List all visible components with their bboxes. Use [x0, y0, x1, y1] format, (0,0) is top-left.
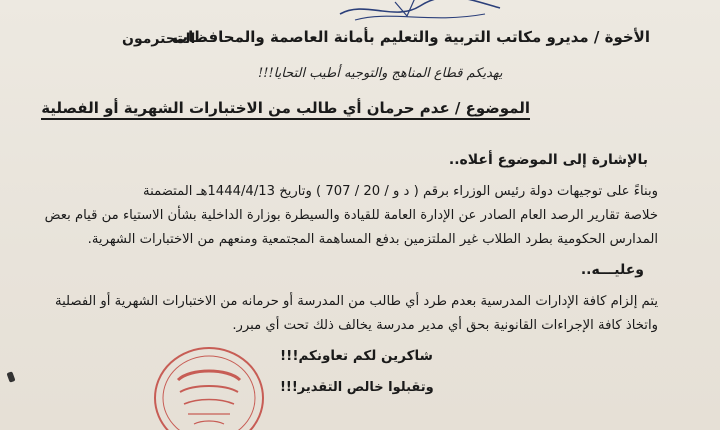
edge-mark [6, 371, 15, 382]
official-stamp [150, 340, 268, 430]
honorific: المحترمون [122, 31, 196, 47]
addressee-line: الأخوة / مديرو مكاتب التربية والتعليم بأمانة العاصمة والمحافظات [173, 28, 650, 46]
thanks-line: شاكرين لكم تعاونكم!!! [280, 348, 433, 364]
paragraph-line: المدارس الحكومية بطرد الطلاب غير الملتزمين بدفع المساهمة المجتمعية ومنعهم من الاختبارات الشهرية. [87, 232, 658, 247]
paragraph-line: خلاصة تقارير الرصد العام الصادر عن الإدارة العامة للقيادة والسيطرة بوزارة الداخلية بشأن الاستياء من قيام بعض [44, 208, 658, 223]
paragraph-directive [44, 180, 658, 252]
reference-line: بالإشارة إلى الموضوع أعلاه.. [448, 152, 648, 168]
greeting-line: يهديكم قطاع المناهج والتوجيه أطيب التحايا!!! [258, 66, 503, 81]
paragraph-line: وبناءً على توجيهات دولة رئيس الوزراء برقم ( د و / 20 / 707 ) وتاريخ 1444/4/13هـ المتضمنة [143, 184, 658, 199]
paragraph-instruction [55, 290, 658, 338]
paragraph-line: واتخاذ كافة الإجراءات القانونية بحق أي مدير مدرسة يخالف ذلك تحت أي مبرر. [232, 318, 658, 333]
and-accordingly: وعليـــه.. [580, 262, 644, 278]
closing-line: وتقبلوا خالص التقدير!!! [280, 380, 434, 395]
paragraph-line: يتم إلزام كافة الإدارات المدرسية بعدم طرد أي طالب من المدرسة أو حرمانه من الاختبارات الشهرية أو الفصلية [55, 294, 658, 309]
signature-scribble [335, 0, 505, 28]
subject-line: الموضوع / عدم حرمان أي طالب من الاختبارات الشهرية أو الفصلية [41, 99, 530, 120]
